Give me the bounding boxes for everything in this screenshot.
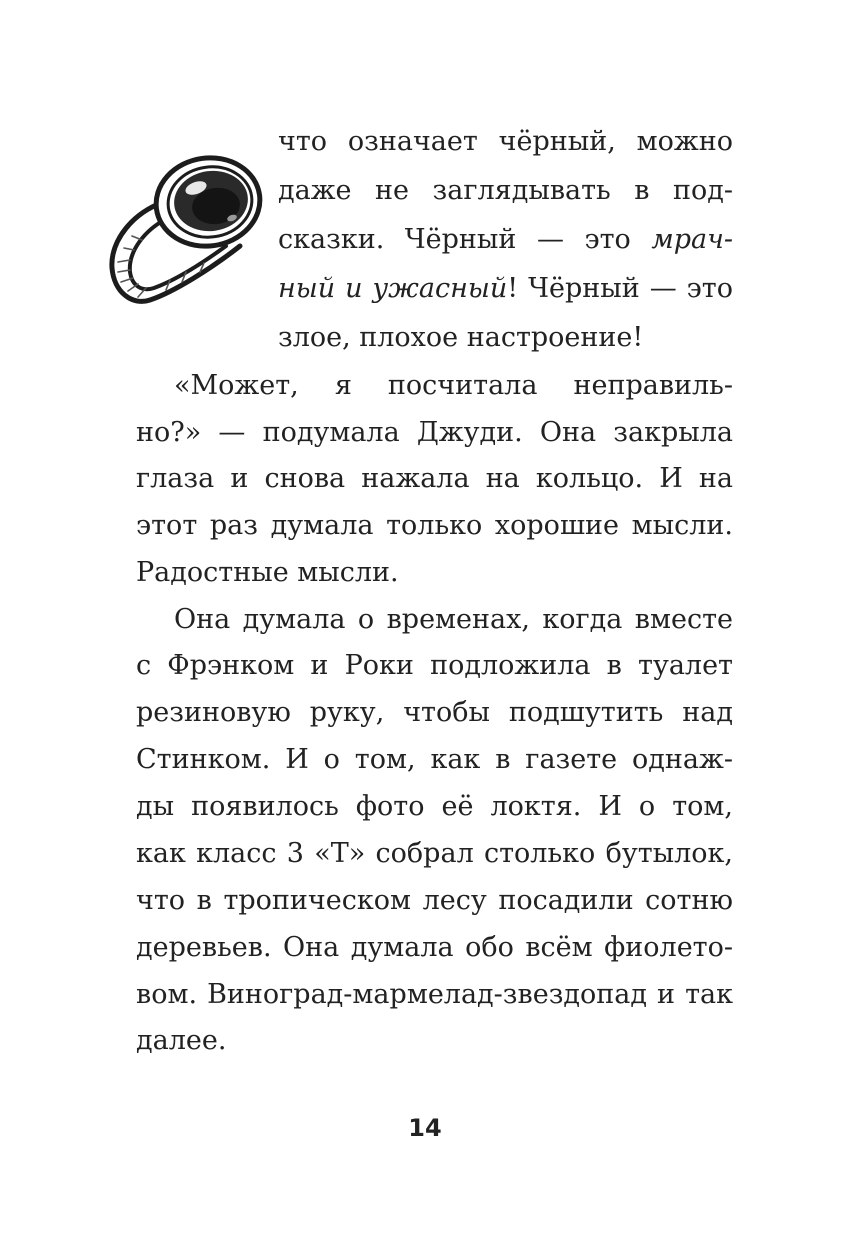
text-line-8: глаза и снова нажала на кольцо. И на	[136, 463, 733, 494]
page-number: 14	[408, 1114, 442, 1142]
text-line-20: далее.	[136, 1025, 227, 1056]
text-segment: ! Чёрный — это	[507, 273, 733, 304]
text-line-7: но?» — подумала Джуди. Она закрыла	[136, 417, 733, 448]
text-line-16: как класс 3 «Т» собрал столько бутылок,	[136, 838, 733, 869]
text-line-3	[278, 216, 733, 263]
text-line-2: даже не заглядывать в под-	[278, 175, 733, 206]
text-line-4	[278, 265, 733, 312]
text-line-15: ды появилось фото её локтя. И о том,	[136, 791, 733, 822]
text-segment: сказки. Чёрный — это	[278, 224, 652, 255]
text-line-10: Радостные мысли.	[136, 557, 399, 588]
text-line-12: с Фрэнком и Роки подложила в туалет	[136, 650, 733, 681]
text-line-17: что в тропическом лесу посадили сотню	[136, 885, 733, 916]
text-line-1: что означает чёрный, можно	[278, 126, 733, 157]
text-line-5: злое, плохое настроение!	[278, 322, 644, 353]
text-line-9: этот раз думала только хорошие мысли.	[136, 510, 733, 541]
text-line-18: деревьев. Она думала обо всём фиолето-	[136, 932, 733, 963]
italic-text-segment: мрач-	[651, 224, 733, 255]
ring-icon	[104, 150, 266, 312]
text-line-14: Стинком. И о том, как в газете однаж-	[136, 744, 733, 775]
text-line-13: резиновую руку, чтобы подшутить над	[136, 697, 733, 728]
text-line-6: «Может, я посчитала неправиль-	[174, 370, 733, 401]
italic-text-segment: ный и ужасный	[278, 273, 508, 304]
text-line-11: Она думала о временах, когда вместе	[174, 604, 733, 635]
text-line-19: вом. Виноград-мармелад-звездопад и так	[136, 979, 733, 1010]
